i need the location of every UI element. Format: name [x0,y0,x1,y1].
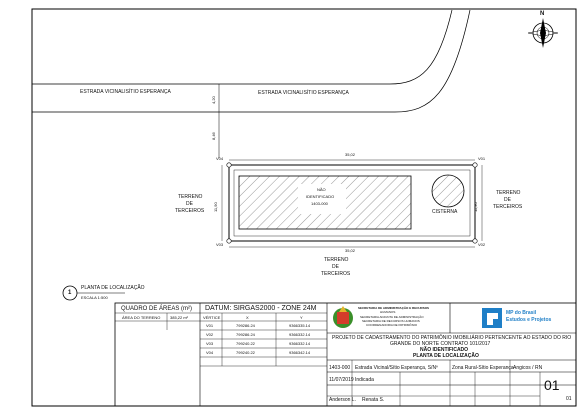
project-subtitle-2: PLANTA DE LOCALIZAÇÃO [413,353,479,359]
org-name-line5: COORDENADORIA DE PATRIMÔNIO [366,323,418,327]
datum-cell: V04 [206,350,214,355]
road-label-right: ESTRADA VICINALISÍTIO ESPERANÇA [258,90,349,96]
areas-value: 385,22 m² [170,315,189,320]
neighbor-bottom-line1: TERRENO [324,257,349,263]
vertex-label-v04: V04 [216,156,224,161]
datum-cell: 799240.22 [236,350,255,355]
info-date: 11/07/2019 [329,377,354,383]
info-city: Angicos / RN [513,365,543,371]
info-author-1: Anderson L. [329,397,356,403]
datum-header-x: X [246,315,249,320]
org-name-line2: HUMANOS [380,310,396,314]
datum-cell: 799286.24 [236,323,255,328]
compass-north-label: N [540,11,545,17]
building-label-line3: 1403-000 [311,201,328,206]
datum-cell: 9366332.14 [289,332,311,337]
org-name-line1: SECRETARIA DE ADMINISTRAÇÃO E RECURSOS [358,306,430,310]
sheet-total: 01 [566,396,572,402]
datum-header-y: Y [300,315,303,320]
road-edge-top [32,10,452,84]
areas-title: QUADRO DE ÁREAS (m²) [121,306,193,312]
road-label-left: ESTRADA VICINALISÍTIO ESPERANÇA [80,89,171,95]
partner-logo [482,308,502,328]
building-label-line1: NÃO [317,187,326,192]
plot-dim-right: 11,90 [473,202,478,212]
neighbor-right-line3: TERCEIROS [493,204,523,210]
location-number: 1 [68,290,72,296]
info-zone: Zona Rural-Sítio Esperança [452,365,514,371]
info-author-2: Renata S. [362,397,385,403]
compass-rose [528,18,558,48]
vertex-label-v01: V01 [478,156,486,161]
info-scale: Indicada [355,377,374,383]
project-title-line2: GRANDE DO NORTE CONTRATO 101/2017 [390,341,491,347]
vertex-label-v03: V03 [216,242,224,247]
project-title-line1: PROJETO DE CADASTRAMENTO DO PATRIMÔNIO IMOBILIÁRIO PERTENCENTE AO ESTADO DO RIO [332,335,572,341]
partner-name-line1: MP do Brasil [506,310,537,316]
datum-cell: V03 [206,341,214,346]
location-scale: ESCALA 1:500 [81,295,108,300]
datum-title: DATUM: SIRGAS2000 - ZONE 24M [205,305,317,312]
plot-dim-top: 35,02 [345,152,356,157]
cistern-circle [432,175,464,207]
datum-cell: V01 [206,323,214,328]
neighbor-bottom-line3: TERCEIROS [321,271,351,277]
sheet-number: 01 [544,377,560,393]
road-edge-bottom [32,10,470,112]
vertex-marker-v02 [473,239,477,243]
neighbor-left-line3: TERCEIROS [175,208,205,214]
neighbor-bottom-line2: DE [332,264,339,270]
org-name-line4: SECRETARIA DE RECURSOS HUMANOS [362,319,420,323]
datum-header-vertex: VÉRTICE [203,315,221,320]
neighbor-right-line2: DE [504,197,511,203]
areas-col-label: ÁREA DO TERRENO [122,315,161,320]
location-title: PLANTA DE LOCALIZAÇÃO [81,285,145,291]
info-address: Estrada Vicinal/Sítio Esperança, S/Nº [355,365,438,371]
partner-name-line2: Estudos e Projetos [506,317,552,323]
datum-cell: 9366342.14 [289,350,311,355]
datum-cell: 9366335.14 [289,323,311,328]
org-name-line3: SECRETARIA ADJUNTA DE ADMINISTRAÇÃO [360,315,424,319]
vertex-label-v02: V02 [478,242,486,247]
datum-cell: 799286.24 [236,332,255,337]
vertex-marker-v01 [473,163,477,167]
vertex-marker-v04 [227,163,231,167]
plot-dim-left: 11,90 [213,202,218,212]
project-subtitle-1: NÃO IDENTIFICADO [420,347,469,353]
info-code: 1403-000 [329,365,351,371]
building-label-line2: IDENTIFICADO [306,194,335,199]
plot-dim-bottom: 35,02 [345,248,356,253]
setback-dimension-label: 8,46 [211,132,216,140]
vertex-marker-v03 [227,239,231,243]
datum-cell: 9366332.14 [289,341,311,346]
road-width-dimension: 4,20 [211,96,216,104]
state-coat-of-arms-logo [333,306,353,328]
datum-cell: 799240.22 [236,341,255,346]
neighbor-right-line1: TERRENO [496,190,521,196]
cistern-label: CISTERNA [432,209,458,215]
neighbor-left-line2: DE [186,201,193,207]
neighbor-left-line1: TERRENO [178,194,203,200]
datum-cell: V02 [206,332,214,337]
